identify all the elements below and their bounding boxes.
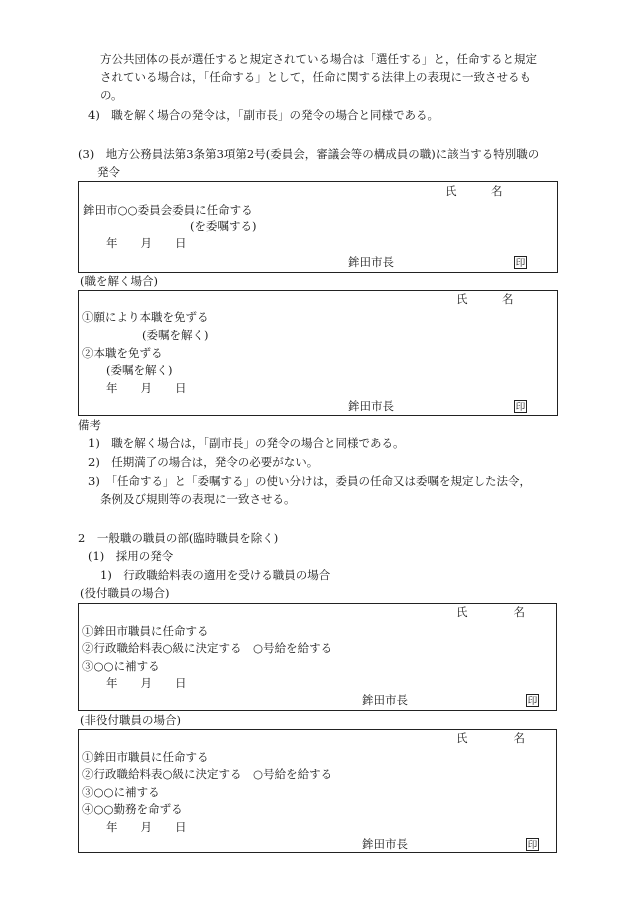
form-line: ②本職を免ずる bbox=[82, 346, 163, 360]
form-line: ②行政職給料表○級に決定する ○号給を給する bbox=[82, 767, 333, 781]
remark-item: 1) 職を解く場合は，「副市長」の発令の場合と同様である。 bbox=[88, 436, 405, 450]
mayor-label: 鉾田市長 bbox=[348, 255, 394, 269]
seal-mark: 印 bbox=[527, 840, 538, 851]
remark-item: 3) 「任命する」と「委嘱する」の使い分けは，委員の任命又は委嘱を規定した法令， bbox=[88, 474, 532, 488]
section3-heading: (3) 地方公務員法第3条第3項第2号(委員会，審議会等の構成員の職)に該当する特別職の bbox=[78, 147, 540, 161]
form-line: 鉾田市○○委員会委員に任命する bbox=[83, 203, 253, 217]
intro-line-3: の。 bbox=[100, 88, 123, 102]
mayor-label: 鉾田市長 bbox=[362, 837, 408, 851]
date-line: 年 月 日 bbox=[106, 236, 187, 250]
subsection-heading: 1) 行政職給料表の適用を受ける職員の場合 bbox=[100, 568, 331, 582]
remark-item: 2) 任期満了の場合は，発令の必要がない。 bbox=[88, 455, 319, 469]
dismissal-label: (職を解く場合) bbox=[80, 274, 158, 288]
seal-mark: 印 bbox=[527, 696, 538, 707]
section3-heading-cont: 発令 bbox=[97, 165, 120, 179]
remarks-title: 備考 bbox=[78, 418, 101, 432]
intro-line-1: 方公共団体の長が選任すると規定されている場合は「選任する」と，任命すると規定 bbox=[100, 52, 537, 66]
name-label: 氏 名 bbox=[445, 184, 503, 198]
section2-heading: 2 一般職の職員の部(臨時職員を除く) bbox=[78, 531, 279, 545]
name-label: 氏 名 bbox=[456, 605, 525, 619]
intro-item-4: 4) 職を解く場合の発令は，「副市長」の発令の場合と同様である。 bbox=[88, 108, 440, 122]
seal-mark: 印 bbox=[515, 402, 526, 413]
intro-line-2: されている場合は，「任命する」として，任命に関する法律上の表現に一致させるも bbox=[100, 70, 532, 84]
form-line: (を委嘱する) bbox=[190, 219, 257, 233]
subsection-heading: (1) 採用の発令 bbox=[88, 549, 174, 563]
non-officer-label: (非役付職員の場合) bbox=[80, 713, 181, 727]
mayor-label: 鉾田市長 bbox=[348, 399, 394, 413]
date-line: 年 月 日 bbox=[106, 381, 187, 395]
form-line: ①鉾田市職員に任命する bbox=[82, 624, 209, 638]
mayor-label: 鉾田市長 bbox=[362, 693, 408, 707]
date-line: 年 月 日 bbox=[106, 676, 187, 690]
name-label: 氏 名 bbox=[456, 292, 514, 306]
form-line: ③○○に補する bbox=[82, 659, 160, 673]
form-line: ②行政職給料表○級に決定する ○号給を給する bbox=[82, 641, 333, 655]
form-line: ④○○勤務を命ずる bbox=[82, 802, 183, 816]
form-line: ①願により本職を免ずる bbox=[82, 310, 209, 324]
form-line: ①鉾田市職員に任命する bbox=[82, 750, 209, 764]
form-line: (委嘱を解く) bbox=[106, 363, 173, 377]
form-line: (委嘱を解く) bbox=[142, 328, 209, 342]
name-label: 氏 名 bbox=[456, 731, 525, 745]
remark-item-cont: 条例及び規則等の表現に一致させる。 bbox=[100, 492, 296, 506]
officer-label: (役付職員の場合) bbox=[80, 586, 170, 600]
form-line: ③○○に補する bbox=[82, 785, 160, 799]
date-line: 年 月 日 bbox=[106, 820, 187, 834]
seal-mark: 印 bbox=[515, 258, 526, 269]
officer-appointment-form bbox=[78, 603, 557, 711]
